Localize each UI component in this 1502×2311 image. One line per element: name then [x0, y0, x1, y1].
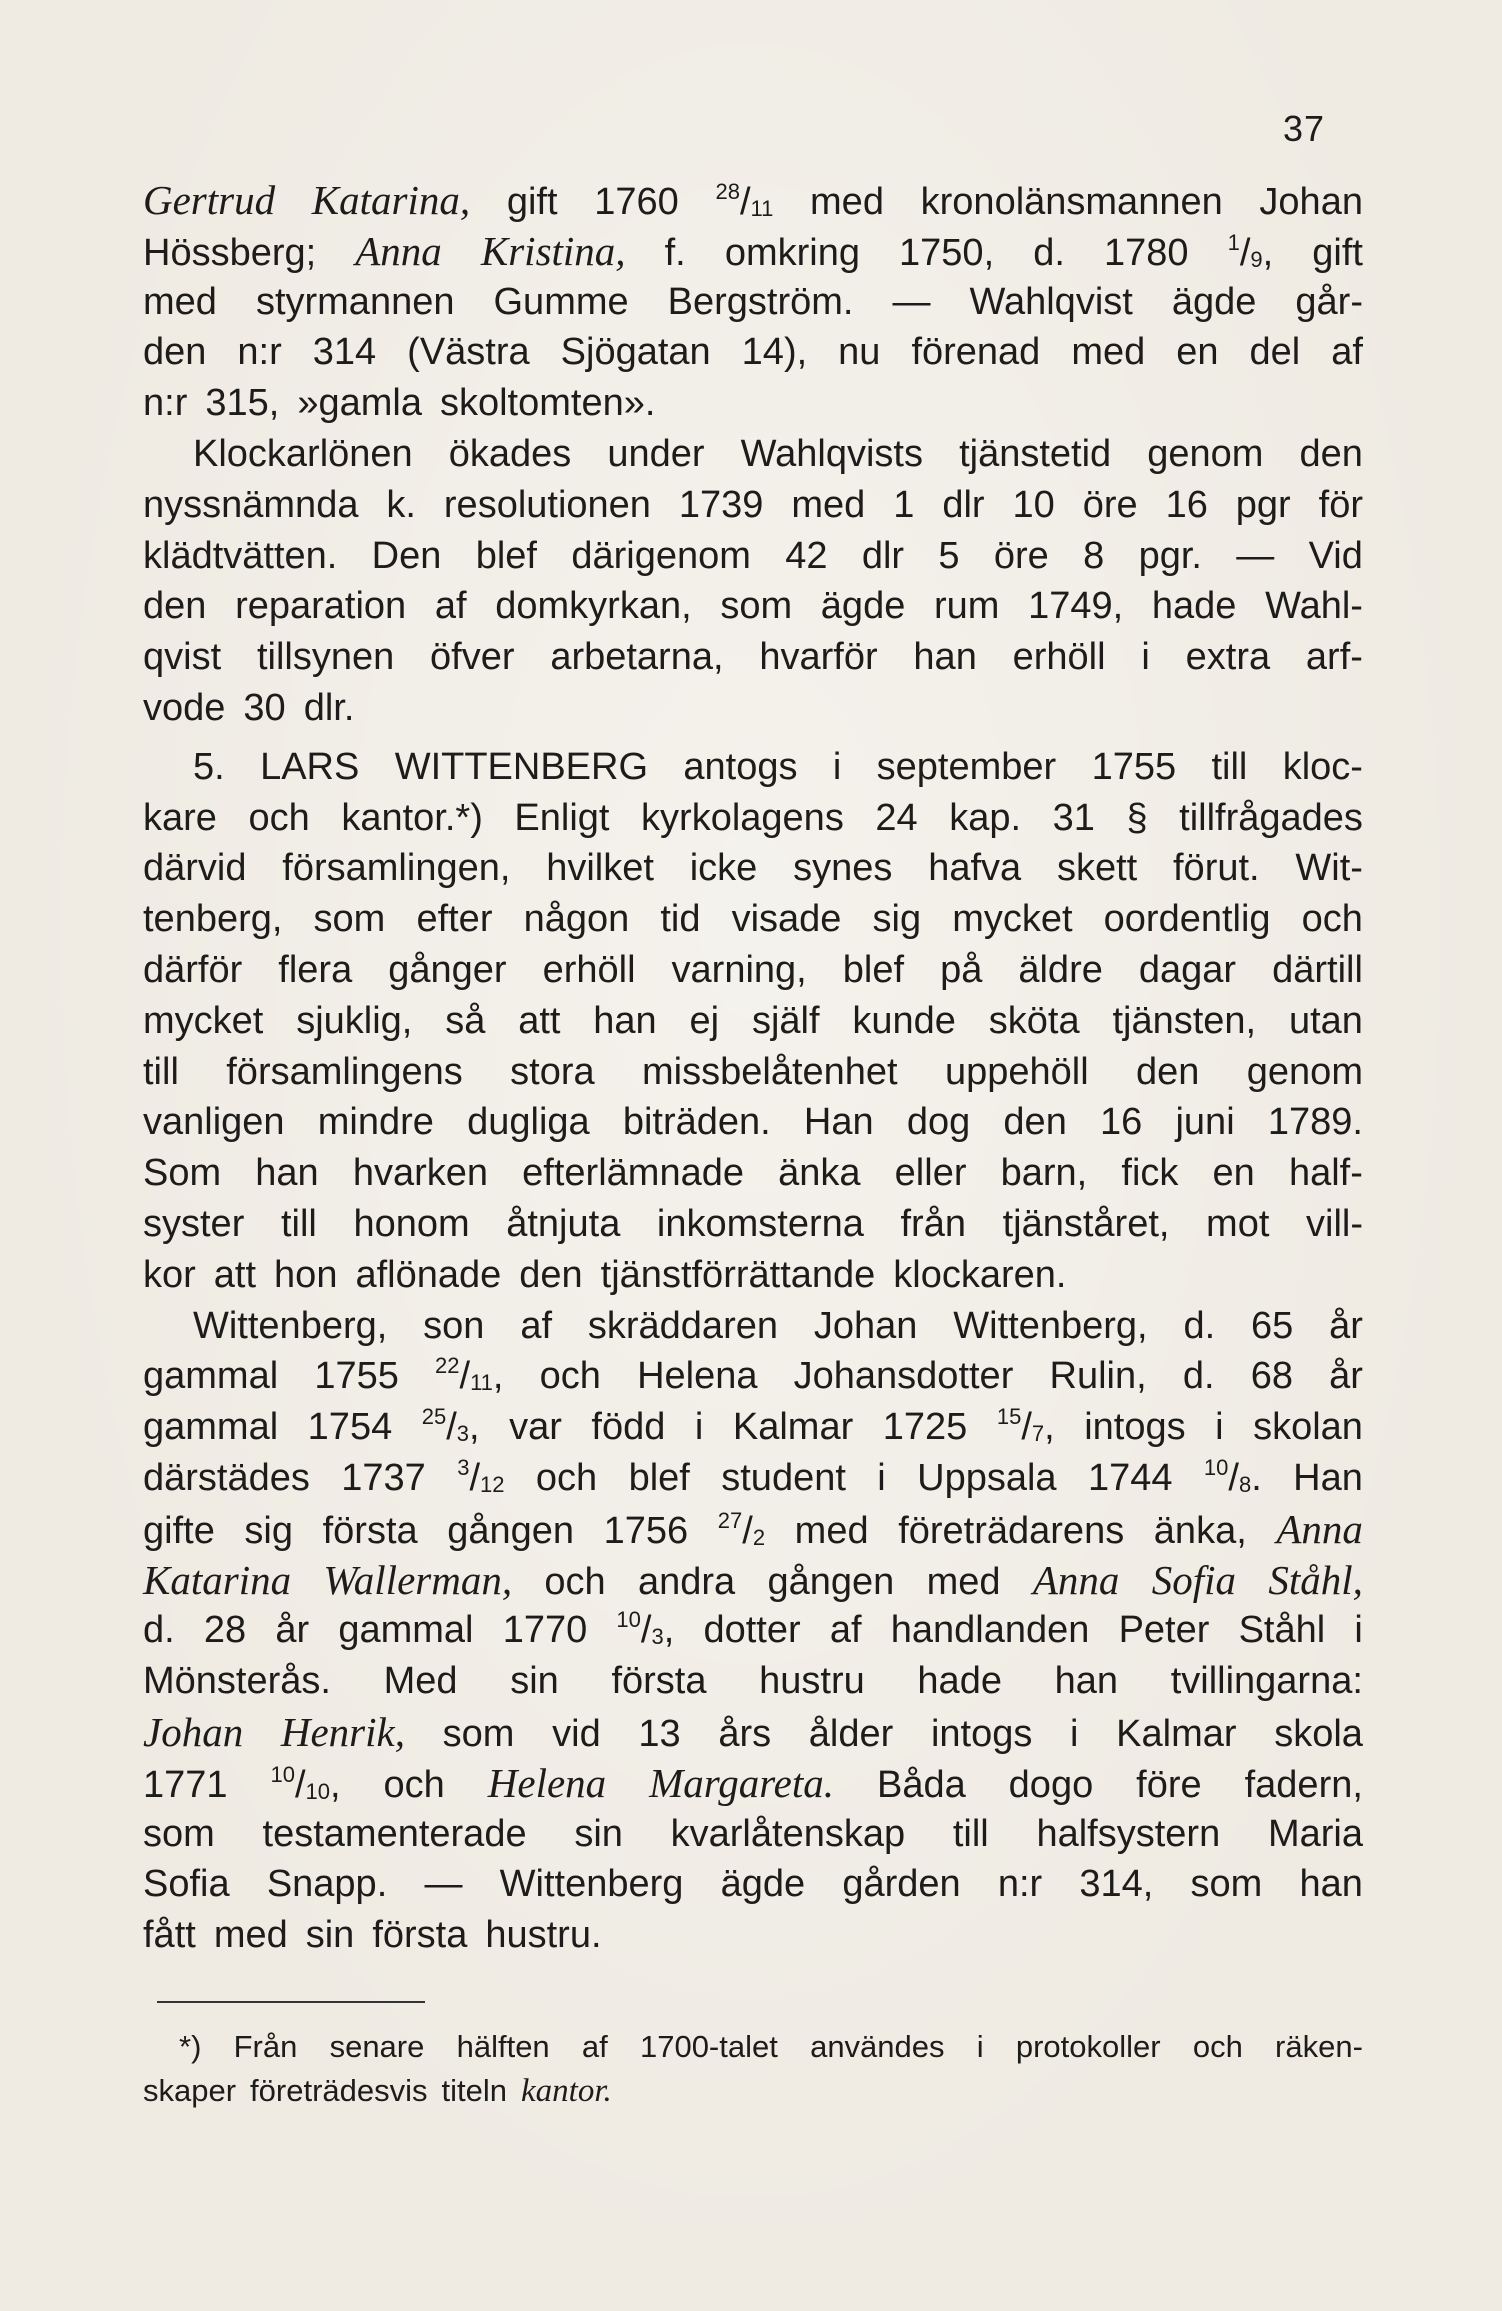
text-line: till församlingens stora missbelåtenhet uppehöll den genom: [143, 1050, 1363, 1093]
text-line: Wittenberg, son af skräddaren Johan Wittenberg, d. 65 år: [193, 1304, 1363, 1347]
text-line: därvid församlingen, hvilket icke synes hafva skett förut. Wit-: [143, 847, 1363, 890]
text-line: därför flera gånger erhöll varning, blef på äldre dagar därtill: [143, 948, 1363, 991]
footnote-line: skaper företrädesvis titeln kantor.: [143, 2073, 612, 2109]
text-line: tenberg, som efter någon tid visade sig mycket oordentlig och: [143, 898, 1363, 941]
text-line: Som han hvarken efterlämnade änka eller barn, fick en half-: [143, 1152, 1363, 1195]
footnote-rule: [157, 2001, 425, 2003]
section-heading-line: 5. LARS WITTENBERG antogs i september 1755 till kloc-: [193, 745, 1363, 788]
text-line: Klockarlönen ökades under Wahlqvists tjänstetid genom den: [193, 432, 1363, 475]
text-line: syster till honom åtnjuta inkomsterna från tjänståret, mot vill-: [143, 1202, 1363, 1245]
text-line: Johan Henrik, som vid 13 års ålder intogs i Kalmar skola: [143, 1708, 1363, 1755]
text-line: vode 30 dlr.: [143, 686, 355, 729]
text-line: som testamenterade sin kvarlåtenskap till halfsystern Maria: [143, 1812, 1363, 1855]
text-line: Hössberg; Anna Kristina, f. omkring 1750, d. 1780 $^1/_9$, gift: [143, 227, 1363, 274]
text-line: fått med sin första hustru.: [143, 1914, 602, 1957]
text-line: därstädes 1737 $^3/_{12}$ och blef student i Uppsala 1744 $^{10}/_8$. Han: [143, 1454, 1363, 1499]
text-line: den reparation af domkyrkan, som ägde rum 1749, hade Wahl-: [143, 585, 1363, 628]
page-number: 37: [1283, 108, 1326, 149]
text-line: gammal 1755 $^{22}/_{11}$, och Helena Johansdotter Rulin, d. 68 år: [143, 1353, 1363, 1398]
text-line: vanligen mindre dugliga biträden. Han dog den 16 juni 1789.: [143, 1101, 1363, 1144]
text-line: Katarina Wallerman, och andra gången med Anna Sofia Ståhl,: [143, 1556, 1363, 1603]
text-line: Gertrud Katarina, gift 1760 $^{28}/_{11}$ med kronolänsmannen Johan: [143, 177, 1363, 223]
text-line: kor att hon aflönade den tjänstförrättande klockaren.: [143, 1253, 1067, 1296]
body-text: [143, 175, 1363, 1961]
footnote-line: *) Från senare hälften af 1700-talet användes i protokoller och räken-: [179, 2029, 1363, 2064]
text-line: gifte sig första gången 1756 $^{27}/_2$ med företrädarens änka, Anna: [143, 1505, 1363, 1552]
text-line: qvist tillsynen öfver arbetarna, hvarför han erhöll i extra arf-: [143, 636, 1363, 679]
text-line: klädtvätten. Den blef därigenom 42 dlr 5 öre 8 pgr. — Vid: [143, 534, 1363, 577]
text-line: nyssnämnda k. resolutionen 1739 med 1 dlr 10 öre 16 pgr för: [143, 483, 1363, 526]
footnote: [143, 2025, 1363, 2113]
text-line: d. 28 år gammal 1770 $^{10}/_3$, dotter af handlanden Peter Ståhl i: [143, 1607, 1363, 1652]
text-line: Sofia Snapp. — Wittenberg ägde gården n:r 314, som han: [143, 1863, 1363, 1906]
text-line: kare och kantor.*) Enligt kyrkolagens 24 kap. 31 § tillfrågades: [143, 796, 1363, 839]
text-line: n:r 315, »gamla skoltomten».: [143, 382, 656, 425]
text-line: Mönsterås. Med sin första hustru hade han tvillingarna:: [143, 1660, 1363, 1703]
text-line: med styrmannen Gumme Bergström. — Wahlqvist ägde går-: [143, 280, 1363, 323]
text-line: 1771 $^{10}/_{10}$, och Helena Margareta. Båda dogo före fadern,: [143, 1759, 1363, 1806]
text-line: den n:r 314 (Västra Sjögatan 14), nu förenad med en del af: [143, 331, 1363, 374]
text-line: gammal 1754 $^{25}/_3$, var född i Kalmar 1725 $^{15}/_7$, intogs i skolan: [143, 1404, 1363, 1449]
text-line: mycket sjuklig, så att han ej själf kunde sköta tjänsten, utan: [143, 999, 1363, 1042]
